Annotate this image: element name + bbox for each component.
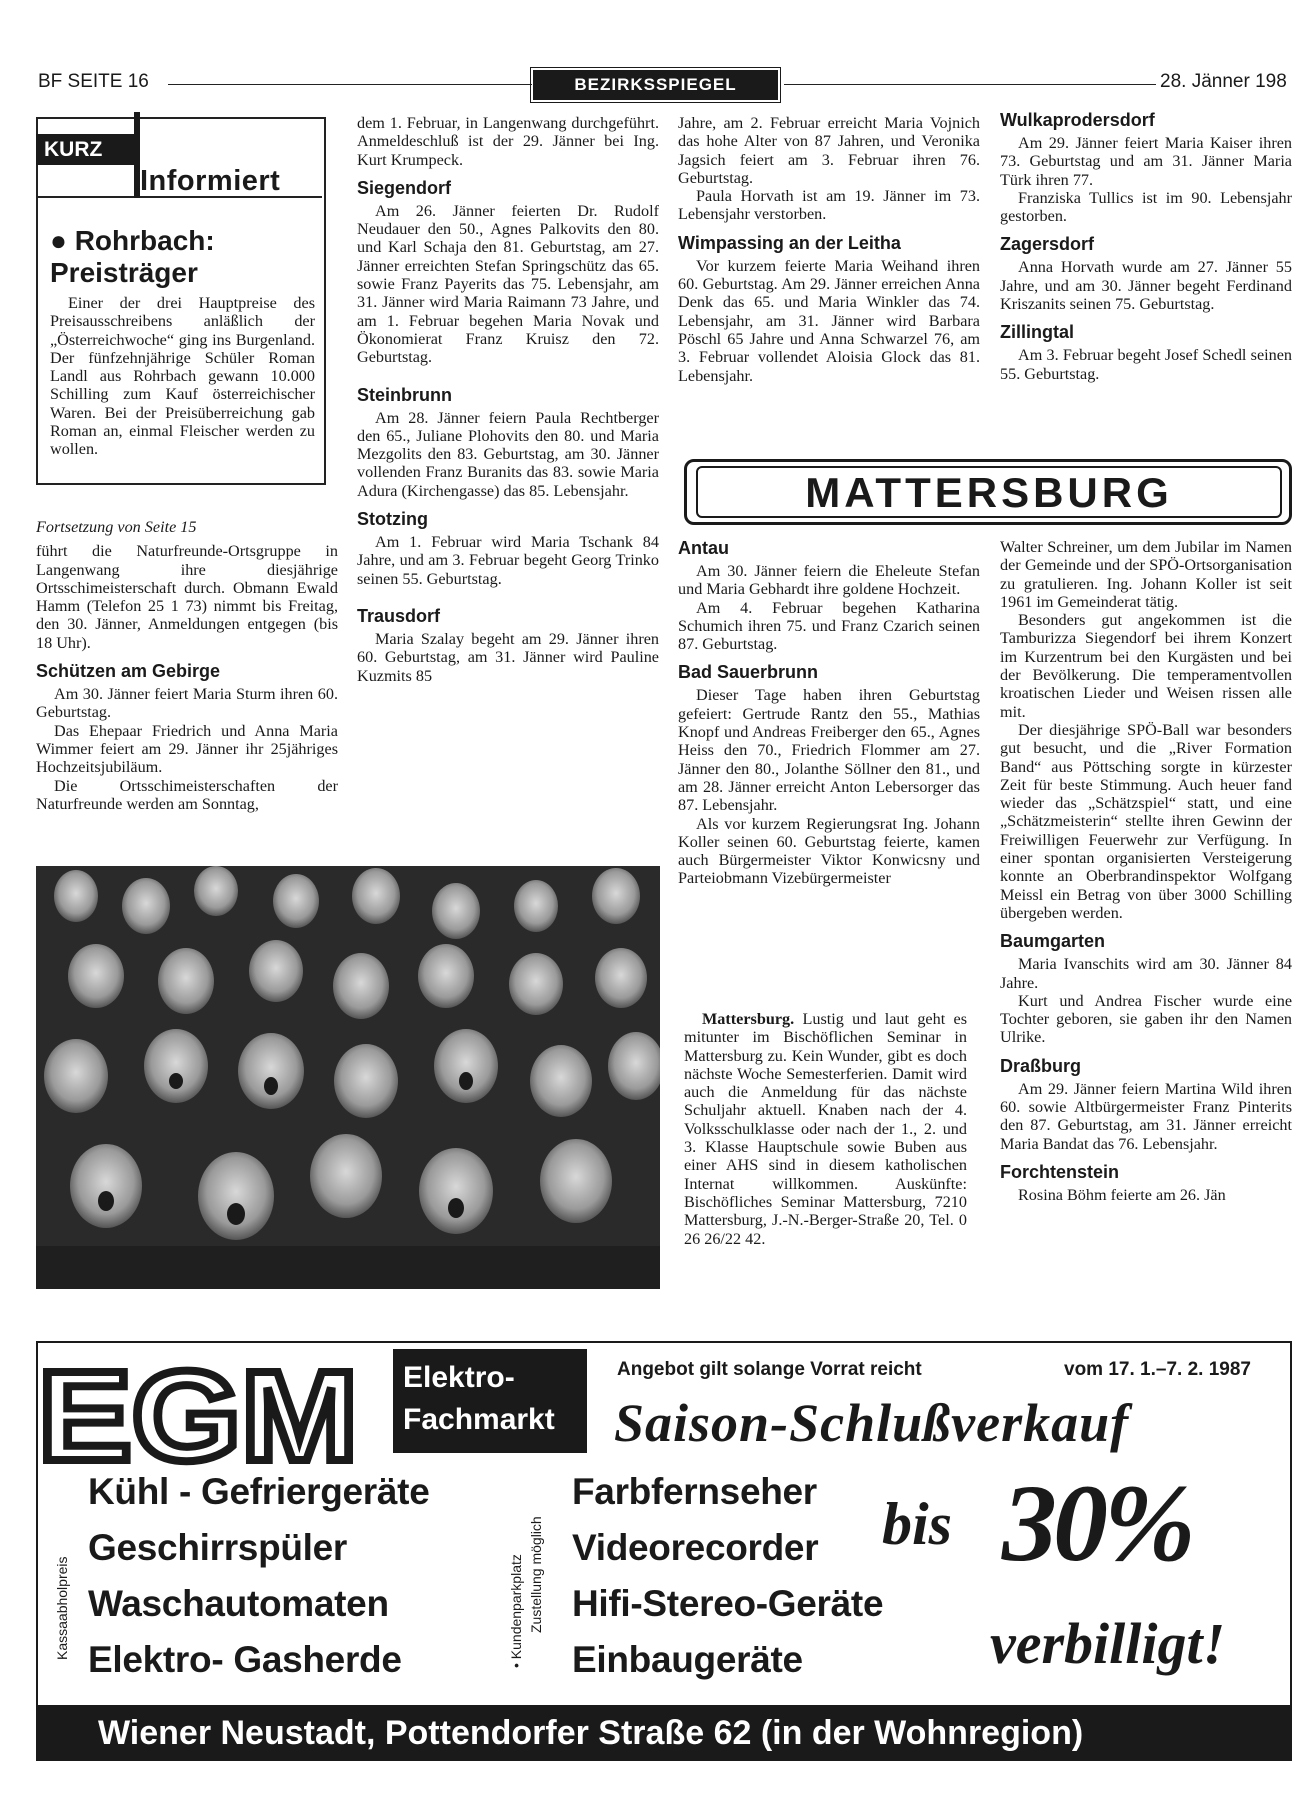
kurz-tab: KURZ [36,134,134,165]
paragraph: dem 1. Februar, in Langenwang durchgeführt. Anmeldeschluß ist der 29. Jänner bei Ing. Kurt Krumpeck. [357,114,659,169]
paragraph: Am 30. Jänner feiern die Eheleute Stefan und Maria Gebhardt ihre goldene Hochzeit. [678,562,980,599]
column-mattersburg [678,532,980,1002]
heading-steinbrunn: Steinbrunn [357,384,452,405]
ad-categories-left [88,1470,429,1682]
heading-drassburg: Draßburg [1000,1055,1081,1076]
heading-siegendorf: Siegendorf [357,177,452,198]
paragraph: Als vor kurzem Regierungsrat Ing. Johann Koller seinen 60. Geburtstag feierte, kamen auch Bürgermeister Viktor Konwicsny und Parteiobmann Vizebürgermeister [678,814,980,888]
heading-zillingtal: Zillingtal [1000,322,1074,343]
paragraph: Am 3. Februar begeht Josef Schedl seinen 55. Geburtstag. [1000,346,1292,383]
heading-schuetzen: Schützen am Gebirge [36,661,221,682]
category-item: Videorecorder [572,1527,819,1568]
egm-logo [38,1358,368,1476]
ad-dates: vom 17. 1.–7. 2. 1987 [1064,1359,1251,1380]
ad-categories-right [572,1470,883,1682]
paragraph: Walter Schreiner, um dem Jubilar im Namen der Gemeinde und der SPÖ-Ortsorganisation zu gratulieren. Ing. Johann Koller ist seit 1961 im Gemeinderat tätig. [1000,538,1292,611]
kurz-headline-text: Rohrbach: Preisträger [50,225,215,288]
paragraph: Maria Szalay begeht am 29. Jänner ihren 60. Geburtstag, am 31. Jänner wird Pauline Kuzmits 85 [357,629,659,685]
category-item: Farbfernseher [572,1471,817,1512]
caption-lead: Mattersburg. [702,1010,795,1028]
elektro-fachmarkt-box [393,1349,587,1453]
paragraph: Am 29. Jänner feiern Martina Wild ihren 60. sowie Altbürgermeister Franz Pinterits den 87. Geburtstag, am 31. Jänner erreicht Maria Bandat das 76. Lebensjahr. [1000,1079,1292,1153]
caption-text: Lustig und laut geht es mitunter im Bischöflichen Seminar in Mattersburg zu. Kein Wunder, gibt es doch nächste Woche Semesterferien. Damit wird auch die Anmeldung für das nächste Schuljahr aktuell. Knaben nach der 4. Volksschulklasse oder nach der 1., 2. und 3. Klasse Hauptschule sowie Buben aus einer AHS sind in diesem katholischen Internat willkommen. Auskünfte: Bischöfliches Seminar Mattersburg, 7210 Mattersburg, J.-N.-Berger-Straße 20, Tel. 0 26 26/22 42. [684,1010,967,1248]
heading-baumgarten: Baumgarten [1000,931,1106,952]
paragraph: Am 30. Jänner feiert Maria Sturm ihren 60. Geburtstag. [36,685,338,722]
category-item: Einbaugeräte [572,1639,803,1680]
kurz-paragraph: Einer der drei Hauptpreise des Preisausschreibens anläßlich der „Österreichwoche“ ging ins Burgenland. Der fünfzehnjährige Schüler Roman Landl aus Rohrbach gewann 10.000 Schilling zum Kauf österreichischer Waren. Bei der Preisüberreichung gab Roman an, einmal Fleischer werden zu wollen. [50,294,315,459]
column-3 [678,114,980,385]
heading-bad-sauerbrunn: Bad Sauerbrunn [678,662,819,683]
kurz-headline [50,225,315,289]
paragraph: Am 4. Februar begehen Katharina Schumich ihren 75. und Franz Czarich seinen 87. Geburtstag. [678,598,980,654]
kundenparkplatz-label: • Kundenparkplatz [508,1554,524,1668]
category-item: Waschautomaten [88,1583,389,1624]
column-2 [357,114,659,854]
egm-logo-text: EGM [38,1358,358,1476]
heading-forchtenstein: Forchtenstein [1000,1161,1120,1182]
photo-crowd-illustration [36,866,660,1289]
paragraph: Paula Horvath ist am 19. Jänner im 73. Lebensjahr verstorben. [678,187,980,224]
paragraph: Das Ehepaar Friedrich und Anna Maria Wimmer feiert am 29. Jänner ihr 25jähriges Hochzeitsjubiläum. [36,721,338,777]
paragraph: Rosina Böhm feierte am 26. Jän [1018,1185,1226,1204]
column-1 [36,518,338,813]
paragraph: Am 26. Jänner feierten Dr. Rudolf Neudauer den 50., Agnes Palkovits den 80. und Karl Schaja den 81. Geburtstag, am 27. Jänner erreichten Stefan Springschütz das 65. sowie Franz Payerits das 75. Lebensjahr, am 31. Jänner wird Maria Raimann 73 Jahre, und am 1. Februar begehen Maria Novak und Ökonomierat Franz Kruisz den 72. Geburtstag. [357,201,659,367]
column-5 [1000,538,1292,1318]
paragraph: Anna Horvath wurde am 27. Jänner 55 Jahre, und am 30. Jänner begeht Ferdinand Kriszanits seinen 75. Geburtstag. [1000,258,1292,314]
paragraph: Am 28. Jänner feiern Paula Rechtberger den 65., Juliane Plohovits den 80. und Maria Mezgolits den 83. Geburtstag, am 30. Jänner vollenden Franz Buranits das 83. sowie Maria Adura (Kirchengasse) das 85. Lebensjahr. [357,408,659,500]
zustellung-label: Zustellung möglich [528,1516,544,1633]
kurz-article [50,294,315,459]
bullet-icon: ● [50,225,75,256]
paragraph: Die Ortsschimeisterschaften der Naturfreunde werden am Sonntag, [36,776,338,813]
page-label: BF SEITE 16 [38,71,149,92]
heading-zagersdorf: Zagersdorf [1000,234,1095,255]
column-4 [1000,110,1292,430]
heading-wulkaprodersdorf: Wulkaprodersdorf [1000,110,1155,130]
heading-trausdorf: Trausdorf [357,605,441,626]
paragraph: Am 29. Jänner feiert Maria Kaiser ihren 73. Geburtstag und am 31. Jänner Maria Türk ihren 77. [1000,134,1292,189]
mattersburg-banner: MATTERSBURG [696,466,1282,518]
ad-bis: bis [882,1491,953,1557]
ad-percent: 30% [1002,1462,1192,1584]
photo-caption [684,1010,967,1248]
category-item: Hifi-Stereo-Geräte [572,1583,884,1624]
ad-offer: Angebot gilt solange Vorrat reicht [617,1359,922,1380]
photo-seminar-boys [36,866,660,1289]
paragraph: Dieser Tage haben ihren Geburtstag gefeiert: Gertrude Rantz den 55., Mathias Knopf und Andreas Freiberger den 65., Agnes Heiss den 70., Friedrich Flommer am 27. Jänner den 80., Jolanthe Söllner den 81., und am 28. Jänner erreicht Anton Lebersorger das 87. Lebensjahr. [678,686,980,815]
heading-wimpassing: Wimpassing an der Leitha [678,232,901,253]
category-item: Elektro- Gasherde [88,1639,402,1680]
category-item: Kühl - Gefriergeräte [88,1471,430,1512]
ad-sale-title: Saison-Schlußverkauf [614,1393,1130,1453]
kurz-title: Informiert [140,165,281,197]
ad-verbilligt: verbilligt! [990,1611,1226,1676]
header-rule-left [168,84,532,85]
heading-antau: Antau [678,538,729,558]
box-line-1: Elektro- [403,1361,515,1394]
paragraph: Am 1. Februar wird Maria Tschank 84 Jahre, und am 3. Februar begeht Georg Trinko seinen 55. Geburtstag. [357,533,659,588]
paragraph: Der diesjährige SPÖ-Ball war besonders gut besucht, und die „River Formation Band“ aus Pöttsching sorgte in kürzester Zeit für beste Stimmung. Auch heuer fand wieder das „Schätzspiel“ statt, und eine „Schätzmeisterin“ stellte ihren Gewinn der Freiwilligen Feuerwehr zur Verfügung. In einer spontan organisierten Versteigerung konnte an Oberbrandinspektor Wolfgang Meissl ein Betrag von über 3000 Schilling übergeben werden. [1000,720,1292,922]
ad-address: Wiener Neustadt, Pottendorfer Straße 62 (in der Wohnregion) [36,1705,1292,1761]
paragraph: Franziska Tullics ist im 90. Lebensjahr gestorben. [1000,188,1292,226]
box-line-2: Fachmarkt [403,1403,555,1436]
kurz-divider [36,196,322,210]
paragraph: Maria Ivanschits wird am 30. Jänner 84 Jahre. [1000,955,1292,992]
paragraph: Vor kurzem feierte Maria Weihand ihren 60. Geburtstag. Am 29. Jänner erreichen Anna Denk das 65. und Maria Winkler das 74. Lebensjahr, am 31. Jänner wird Barbara Pöschl 65 Jahre und Anna Schwarzel 76, am 3. Februar vollendet Aloisia Glock das 81. Lebensjahr. [678,256,980,385]
egm-logo-graphic [38,1358,368,1476]
section-title: BEZIRKSSPIEGEL [533,70,778,100]
paragraph: Jahre, am 2. Februar erreicht Maria Vojnich das hohe Alter von 87 Jahren, und Veronika Jagsich feiert am 3. Februar ihren 76. Geburtstag. [678,114,980,187]
kassaabholpreis-label: Kassaabholpreis [54,1556,70,1660]
paragraph: führt die Naturfreunde-Ortsgruppe in Langenwang ihre diesjährige Ortsschimeisterschaft durch. Obmann Ewald Hamm (Telefon 25 1 73) nimmt bis Freitag, den 30. Jänner, Anmeldungen entgegen (bis 18 Uhr). [36,542,338,652]
continued-note: Fortsetzung von Seite 15 [36,518,197,536]
header-rule-right [784,84,1156,85]
paragraph: Kurt und Andrea Fischer wurde eine Tochter geboren, sie gaben ihr den Namen Ulrike. [1000,991,1292,1047]
heading-stotzing: Stotzing [357,509,428,530]
paragraph: Besonders gut angekommen ist die Tamburizza Siegendorf bei ihrem Konzert im Kurzentrum bei den Kurgästen und bei der Bevölkerung. Die temperamentvollen kroatischen Lieder und Weisen rissen alle mit. [1000,611,1292,721]
issue-date: 28. Jänner 198 [1160,71,1287,92]
category-item: Geschirrspüler [88,1527,348,1568]
